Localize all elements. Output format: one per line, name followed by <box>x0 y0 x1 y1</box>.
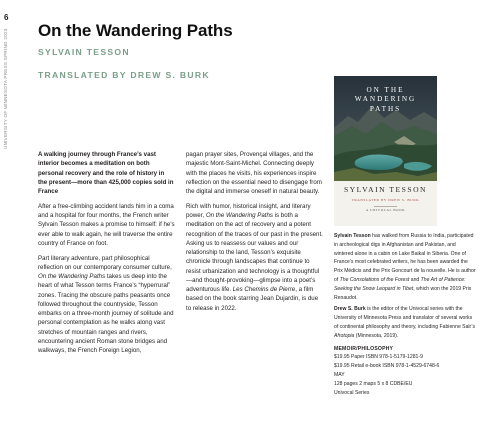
text-run: , a film based on the book starring Jean Dujardin, is due to release in 2022. <box>186 286 319 312</box>
cover-title-line: WANDERING <box>354 95 417 104</box>
cover-author: SYLVAIN TESSON <box>343 185 428 194</box>
text-run: , which won the 2019 Prix Renaudot. <box>334 285 472 301</box>
bio-name: Sylvain Tesson <box>334 233 371 239</box>
text-run: (Minnesota, 2019). <box>354 332 399 339</box>
cover-translator: TRANSLATED BY DREW S. BURK <box>351 198 420 202</box>
cover-divider <box>374 206 397 207</box>
cover-title-line: ON THE <box>366 86 405 94</box>
page-number: 6 <box>4 13 9 22</box>
book-specs: 128 pages 2 maps 5 x 8 CDBE/EU <box>334 380 413 387</box>
book-title-italic: The Consolations of the Forest <box>339 276 410 283</box>
book-title-italic: On the Wandering Paths <box>205 212 273 219</box>
description-paragraph: After a free-climbing accident lands him in a coma and a hospital for four months, the French writer Sylvain Tesson makes a promise to himself: if he’s ever able to walk again, he will traverse the entire country of France on foot. <box>38 202 175 247</box>
book-metadata <box>334 353 476 397</box>
price-ebook: $19.95 Retail e-book ISBN 978-1-4529-6748-6 <box>334 363 440 370</box>
text-run: Part literary adventure, part philosophical reflection on our contemporary consumer culture, <box>38 254 172 271</box>
translator-credit: TRANSLATED BY DREW S. BURK <box>38 70 210 80</box>
description-lead: A walking journey through France’s vast interior becomes a meditation on both personal recovery and the role of history in the present—more than 425,000 copies sold in France <box>38 151 174 195</box>
cover-title-line: PATHS <box>369 104 402 113</box>
film-title-italic: Les Chemins de Pierre <box>232 286 296 293</box>
author-bio <box>334 232 476 302</box>
price-paper: $19.95 Paper ISBN 978-1-5179-1281-9 <box>334 354 423 361</box>
text-run: takes us deep into the heart of what Tesson terms France’s “hyperrural” zones. Tracing the obscure paths peasants once followed throughout the countryside, Tesson embarks on a three-month journey of solitude and personal contemplation as he walks along vast stretches of mountain ranges and rivers, encountering ancient Roman stone bridges and walkways, the French Foreign Legion, <box>38 273 174 354</box>
book-cover <box>334 76 437 226</box>
pub-month: MAY <box>334 371 345 378</box>
text-run: Rich with humor, historical insight, and literary power, <box>186 202 311 219</box>
subject-category: MEMOIR/PHILOSOPHY <box>334 345 394 352</box>
text-run: and <box>409 276 421 283</box>
text-run: is both a meditation on the act of recovery and a potent recognition of the traces of our past in the present. Asking us to reassess our values and our relationship to the land, Tesson’s exquisite chronicle through landscapes that continue to resist urbanization and technology is a thoughtful—and thought-provoking—glimpse into a poet’s adventurous life. <box>186 212 323 293</box>
book-title-italic: On the Wandering Paths <box>38 273 106 280</box>
bio-name: Drew S. Burk <box>334 306 366 313</box>
description-column-1 <box>38 150 175 361</box>
translator-bio <box>334 305 476 340</box>
description-paragraph <box>186 202 323 313</box>
book-title-italic: Afrotopia <box>334 332 355 339</box>
cover-title <box>334 86 437 114</box>
series-name: Univocal Series <box>334 389 370 396</box>
bio-and-metadata-column <box>334 232 476 397</box>
cover-imprint: A UNIVOCAL BOOK <box>365 208 406 212</box>
book-title: On the Wandering Paths <box>38 21 233 40</box>
book-title-italic: The Art of Patience: Seeking the Snow Leopard in Tibet <box>334 276 466 292</box>
description-column-2 <box>186 150 323 318</box>
text-run: is the editor of the Univocal series with the University of Minnesota Press and translator of several works of continental philosophy and theory, including Fabienne Salr’s <box>334 306 476 330</box>
description-paragraph <box>38 254 175 356</box>
catalog-side-label: UNIVERSITY OF MINNESOTA PRESS SPRING 2023 <box>3 28 8 149</box>
description-paragraph: pagan prayer sites, Provençal villages, and the majestic Mont-Saint-Michel. Connecting deeply with the places he visits, his experiences inspire reflection on the essential need to disengage from the digital and immerse oneself in natural beauty. <box>186 151 322 195</box>
author-name: SYLVAIN TESSON <box>38 47 130 57</box>
text-run: has walked from Russia to India, participated in archeological digs in Afghanistan and Pakistan, and wintered alone in a cabin on Lake Baikal in Siberia. One of France’s most celebrated writers, he has been awarded the Prix Médicis and the Prix Goncourt de la nouvelle. He is author of <box>334 233 476 283</box>
